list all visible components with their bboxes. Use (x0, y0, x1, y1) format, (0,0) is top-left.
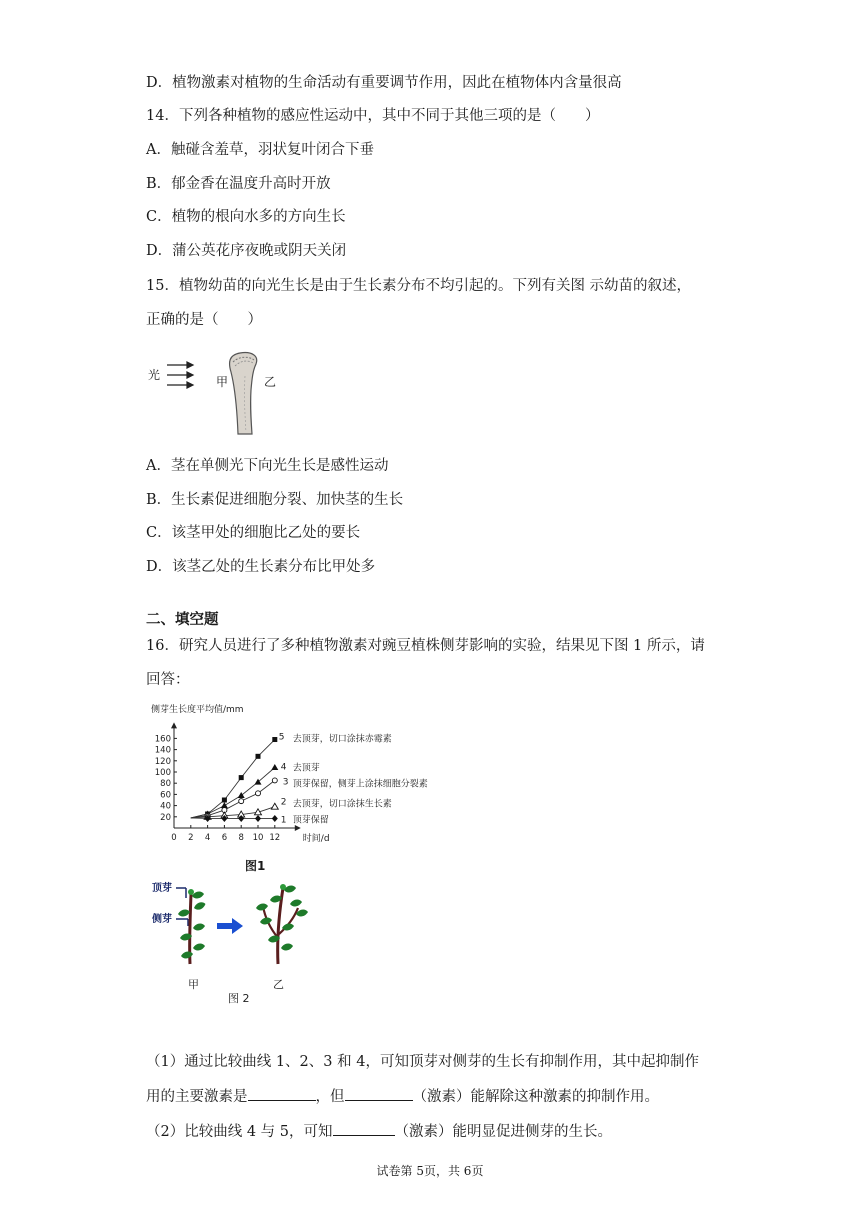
q16-sub1-text-b: ，但 (315, 1089, 345, 1105)
series-line-1 (191, 818, 275, 819)
label-yi: 乙 (264, 375, 277, 389)
fig2-label-yi: 乙 (273, 978, 284, 991)
q16-sub1-line2 (146, 1086, 659, 1107)
label-top-bud: 顶芽 (152, 883, 172, 894)
plant-yi-icon (256, 884, 308, 964)
q15-option-b: B．生长素促进细胞分裂、加快茎的生长 (146, 492, 404, 508)
q16-stem-line1: 16．研究人员进行了多种植物激素对豌豆植株侧芽影响的实验，结果见下图 1 所示，请 (146, 638, 705, 654)
q16-sub2-text-b: （激素）能明显促进侧芽的生长。 (394, 1124, 613, 1140)
data-point-s5 (256, 754, 261, 759)
y-tick-label: 20 (160, 812, 171, 823)
figure-1-chart (146, 700, 486, 850)
x-tick-label: 12 (269, 833, 281, 843)
series-number-4: 4 (280, 762, 287, 773)
plant-jia-icon (176, 888, 206, 964)
q16-sub1-text-a: 用的主要激素是 (146, 1089, 248, 1105)
figure-2-diagram (150, 878, 320, 1010)
y-tick-label: 60 (160, 790, 171, 801)
blue-arrow-icon (217, 918, 243, 934)
data-point-s2 (271, 803, 278, 809)
q15-option-c: C．该茎甲处的细胞比乙处的要长 (146, 525, 361, 541)
answer-blank-3[interactable] (333, 1121, 395, 1136)
light-label: 光 (148, 368, 161, 382)
y-tick-label: 80 (160, 779, 171, 790)
light-arrows-icon (167, 362, 193, 388)
label-side-bud: 侧芽 (152, 914, 172, 925)
y-tick-label: 40 (160, 801, 171, 812)
data-point-s4 (271, 764, 278, 770)
x-tick-label: 4 (204, 833, 211, 843)
x-axis-arrow (295, 825, 301, 831)
x-axis-label: 时间/d (302, 834, 330, 844)
series-label-5: 去顶芽，切口涂抹赤霉素 (292, 734, 392, 745)
series-label-4: 去顶芽 (292, 763, 320, 774)
x-tick-label: 6 (221, 833, 228, 843)
y-tick-label: 140 (154, 745, 171, 756)
q15-stem-line2: 正确的是（ ） (146, 312, 262, 328)
data-point-s3 (239, 799, 244, 804)
q16-sub2 (146, 1121, 612, 1142)
page-footer: 试卷第 5页，共 6页 (376, 1164, 484, 1178)
q14-option-c: C．植物的根向水多的方向生长 (146, 209, 346, 225)
series-number-3: 3 (282, 777, 289, 788)
series-label-1: 顶芽保留 (292, 815, 329, 826)
series-label-2: 去顶芽，切口涂抹生长素 (292, 799, 392, 810)
label-jia: 甲 (216, 375, 229, 389)
section-title: 二、填空题 (146, 612, 219, 628)
q13-option-d: D．植物激素对植物的生命活动有重要调节作用，因此在植物体内含量很高 (146, 75, 622, 91)
fig2-label-jia: 甲 (188, 978, 199, 991)
data-point-s1 (272, 815, 278, 822)
data-point-s5 (272, 737, 277, 742)
q15-option-a: A．茎在单侧光下向光生长是感性运动 (146, 458, 389, 474)
data-point-s3 (272, 778, 277, 783)
y-tick-label: 120 (154, 756, 171, 767)
data-point-s5 (239, 775, 244, 780)
y-tick-label: 100 (154, 768, 171, 778)
answer-blank-1[interactable] (248, 1086, 316, 1101)
data-point-s1 (255, 815, 261, 822)
q15-stem-line1: 15．植物幼苗的向光生长是由于生长素分布不均引起的。下列有关图 示幼苗的叙述， (146, 278, 692, 294)
series-label-3: 顶芽保留，侧芽上涂抹细胞分裂素 (292, 779, 428, 790)
q16-sub1-line1: （1）通过比较曲线 1、2、3 和 4，可知顶芽对侧芽的生长有抑制作用，其中起抑制作 (146, 1054, 699, 1070)
data-point-s5 (222, 798, 227, 803)
q16-sub2-text-a: （2）比较曲线 4 与 5，可知 (146, 1124, 333, 1140)
series-number-2: 2 (280, 797, 287, 808)
y-axis-label: 侧芽生长度平均值/mm (151, 705, 244, 715)
q14-stem: 14．下列各种植物的感应性运动中，其中不同于其他三项的是（ ） (146, 108, 600, 124)
x-tick-label: 0 (171, 833, 177, 843)
q14-option-a: A．触碰含羞草，羽状复叶闭合下垂 (146, 142, 374, 158)
data-point-s4 (238, 792, 245, 798)
data-point-s3 (256, 791, 261, 796)
q15-option-d: D．该茎乙处的生长素分布比甲处多 (146, 559, 376, 575)
x-tick-label: 2 (188, 833, 194, 843)
y-axis-arrow (171, 722, 177, 728)
q14-option-d: D．蒲公英花序夜晚或阴天关闭 (146, 243, 347, 259)
series-line-4 (191, 768, 275, 818)
series-number-5: 5 (278, 732, 285, 743)
figure-1-caption: 图1 (245, 859, 266, 873)
x-tick-label: 10 (252, 833, 264, 843)
seedling-stem-icon (230, 353, 257, 434)
seedling-figure (145, 348, 285, 436)
q14-option-b: B．郁金香在温度升高时开放 (146, 176, 331, 192)
y-tick-label: 160 (154, 734, 171, 745)
q16-sub1-text-c: （激素）能解除这种激素的抑制作用。 (412, 1089, 659, 1105)
figure-2-caption: 图 2 (228, 992, 250, 1005)
answer-blank-2[interactable] (345, 1086, 413, 1101)
series-number-1: 1 (280, 815, 287, 826)
x-tick-label: 8 (238, 833, 244, 843)
series-line-3 (191, 780, 275, 818)
q16-stem-line2: 回答： (146, 672, 190, 688)
